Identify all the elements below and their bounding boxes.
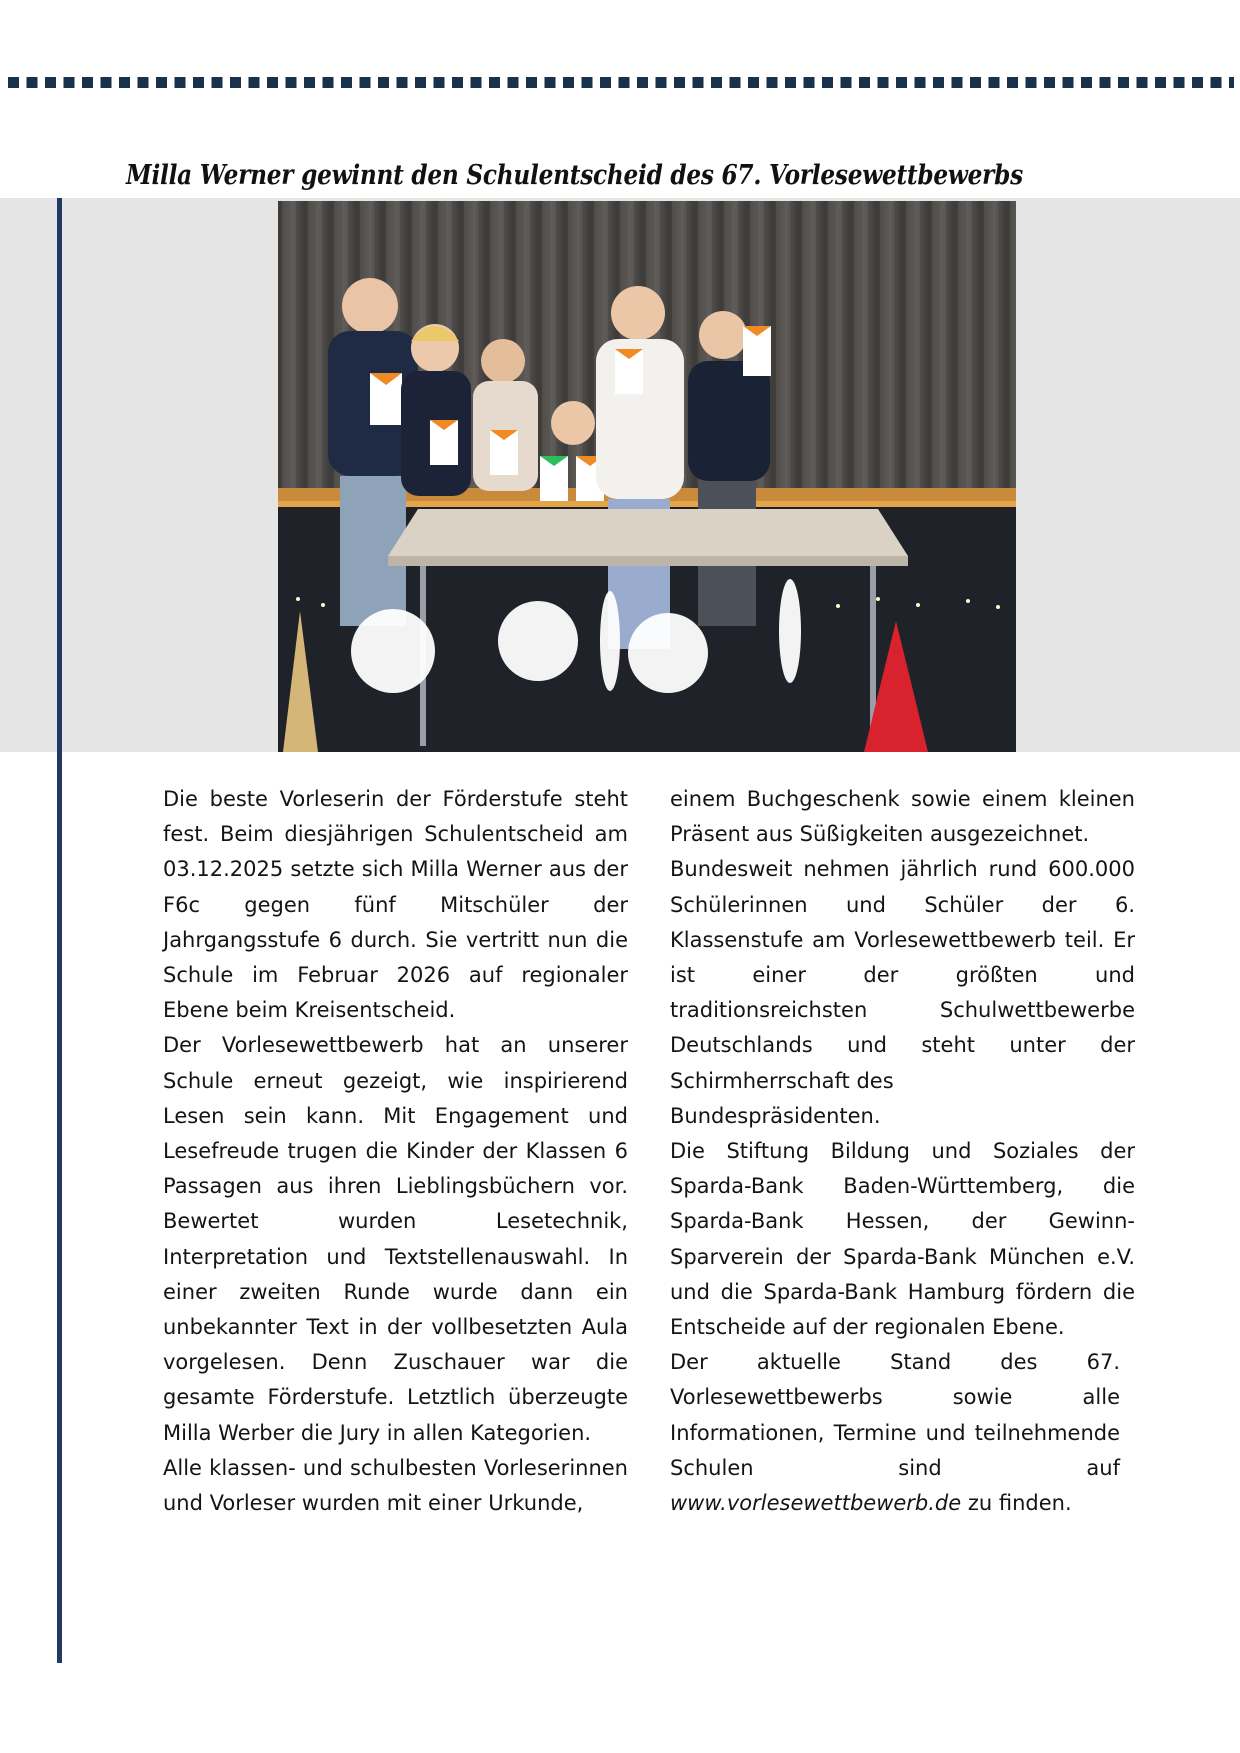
photo-illustration [278,201,1016,752]
paragraph: Bundesweit nehmen jährlich rund 600.000 Schülerinnen und Schüler der 6. Klassenstufe am Vorlesewettbewerb teil. Er ist einer der größten und traditionsreichsten Schulwettbewerbe Deutschlands und steht unter der Schirmherrschaft des [670,857,1135,1093]
paragraph: Die beste Vorleserin der Förderstufe steht fest. Beim diesjährigen Schulentscheid am 03.12.2025 setzte sich Milla Werner aus der F6c gegen fünf Mitschüler der Jahrgangsstufe 6 durch. Sie vertritt nun die Schule im Februar 2026 auf regionaler Ebene beim Kreisentscheid. [163,787,628,1023]
right-text-column [670,782,1135,1521]
group-photo [278,201,1016,752]
closing-text-end: zu finden. [967,1491,1072,1516]
paragraph: Bundespräsidenten. [670,1103,881,1128]
paragraph: Alle klassen- und schulbesten Vorleserinnen und Vorleser wurden mit einer Urkunde, [163,1455,628,1516]
closing-text: Der aktuelle Stand des 67. Vorlesewettbewerbs sowie alle Informationen, Termine und teilnehmende Schulen sind auf [670,1350,1120,1480]
article-title: Milla Werner gewinnt den Schulentscheid des 67. Vorlesewettbewerbs [125,160,1023,192]
paragraph: einem Buchgeschenk sowie einem kleinen Präsent aus Süßigkeiten ausgezeichnet. [670,787,1135,847]
paragraph: Der Vorlesewettbewerb hat an unserer Schule erneut gezeigt, wie inspirierend Lesen sein kann. Mit Engagement und Lesefreude trugen die Kinder der Klassen 6 Passagen aus ihren Lieblingsbüchern vor. Bewertet wurden Lesetechnik, Interpretation und Textstellenauswahl. In einer zweiten Runde wurde dann ein unbekannter Text in der vollbesetzten Aula vorgelesen. Denn Zuschauer war die gesamte Förderstufe. Letztlich überzeugte Milla Werber die Jury in allen Kategorien. [163,1033,628,1445]
left-text-column [163,782,628,1521]
vertical-accent-bar [57,198,62,1663]
closing-paragraph [670,1345,1120,1521]
dotted-header-rule [8,77,1234,88]
paragraph: Die Stiftung Bildung und Soziales der Sparda-Bank Baden-Württemberg, die Sparda-Bank Hessen, der Gewinn-Sparverein der Sparda-Bank München e.V. und die Sparda-Bank Hamburg fördern die Entscheide auf der regionalen Ebene. [670,1139,1135,1340]
website-link[interactable]: www.vorlesewettbewerb.de [670,1491,962,1516]
